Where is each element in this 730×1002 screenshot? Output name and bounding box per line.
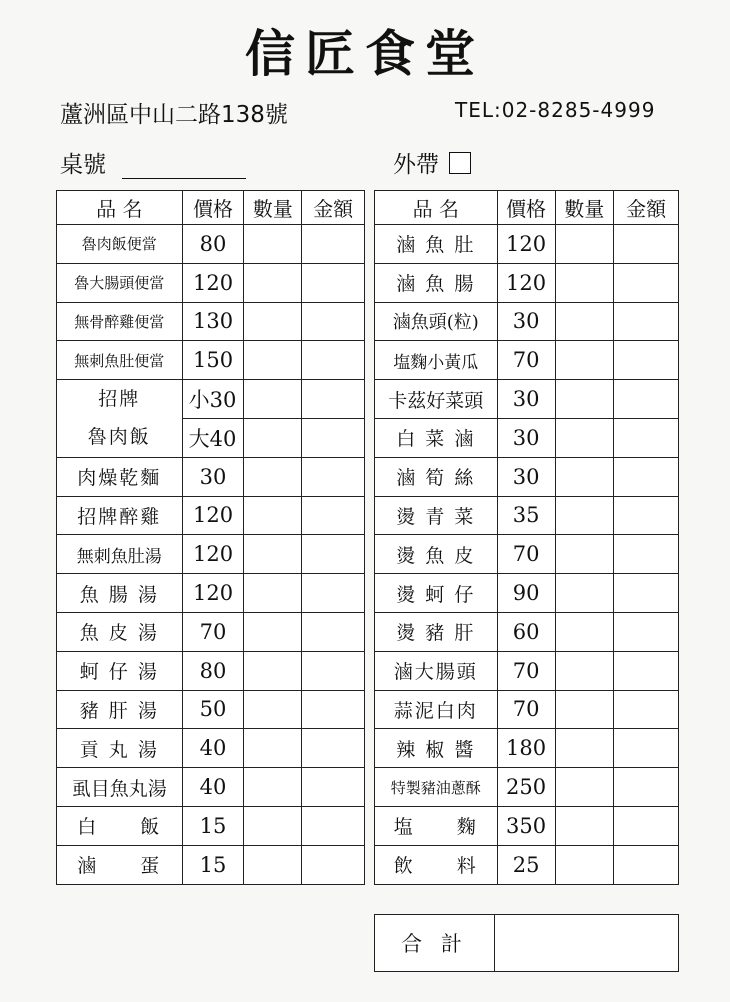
item-price: 180	[497, 729, 555, 768]
menu-table-left	[56, 190, 365, 885]
table-row	[375, 845, 679, 884]
item-name: 蚵 仔 湯	[57, 651, 183, 690]
qty-cell[interactable]	[244, 341, 302, 380]
amount-cell[interactable]	[302, 302, 365, 341]
amount-cell[interactable]	[302, 768, 365, 807]
table-number-label: 桌號	[60, 152, 106, 178]
address: 蘆洲區中山二路138號	[60, 102, 288, 128]
table-row	[375, 535, 679, 574]
signature-line-2: 魯肉飯	[87, 426, 151, 449]
item-price: 25	[497, 845, 555, 884]
qty-cell[interactable]	[555, 806, 614, 845]
table-row	[57, 651, 365, 690]
qty-cell[interactable]	[244, 574, 302, 613]
total-amount-cell[interactable]	[495, 915, 678, 971]
item-name: 飲 料	[375, 845, 498, 884]
item-name-signature	[57, 380, 183, 458]
item-price: 15	[182, 806, 244, 845]
item-name: 魯大腸頭便當	[57, 263, 183, 302]
item-price: 120	[497, 225, 555, 264]
qty-cell[interactable]	[244, 535, 302, 574]
restaurant-title: 信匠食堂	[245, 24, 485, 83]
item-price: 70	[497, 341, 555, 380]
amount-cell[interactable]	[614, 302, 679, 341]
item-price-large: 大40	[182, 418, 244, 457]
item-name: 塩 麴	[375, 806, 498, 845]
table-row	[57, 302, 365, 341]
table-row	[375, 806, 679, 845]
table-row	[57, 263, 365, 302]
item-price: 250	[497, 768, 555, 807]
table-row	[375, 302, 679, 341]
item-price: 30	[182, 457, 244, 496]
item-name: 滷 筍 絲	[375, 457, 498, 496]
item-price: 30	[497, 457, 555, 496]
item-price: 15	[182, 845, 244, 884]
item-name: 無刺魚肚湯	[57, 535, 183, 574]
item-price: 130	[182, 302, 244, 341]
amount-cell[interactable]	[302, 690, 365, 729]
qty-cell[interactable]	[555, 263, 614, 302]
column-header-name: 品 名	[375, 191, 498, 225]
amount-cell[interactable]	[302, 263, 365, 302]
table-row	[375, 496, 679, 535]
qty-cell[interactable]	[244, 263, 302, 302]
item-price: 35	[497, 496, 555, 535]
table-row	[375, 341, 679, 380]
table-row	[57, 574, 365, 613]
amount-cell[interactable]	[302, 806, 365, 845]
qty-cell[interactable]	[244, 457, 302, 496]
takeout-field	[393, 146, 471, 179]
table-row	[57, 612, 365, 651]
item-name: 無刺魚肚便當	[57, 341, 183, 380]
amount-cell[interactable]	[614, 457, 679, 496]
item-price: 30	[497, 418, 555, 457]
qty-cell[interactable]	[555, 768, 614, 807]
item-price: 70	[497, 535, 555, 574]
column-header-price: 價格	[497, 191, 555, 225]
item-name: 塩麴小黃瓜	[375, 341, 498, 380]
amount-cell[interactable]	[614, 612, 679, 651]
qty-cell[interactable]	[244, 768, 302, 807]
table-row	[57, 690, 365, 729]
qty-cell[interactable]	[244, 806, 302, 845]
qty-cell[interactable]	[555, 302, 614, 341]
item-name: 滷魚頭(粒)	[375, 302, 498, 341]
item-price: 80	[182, 225, 244, 264]
amount-cell[interactable]	[302, 845, 365, 884]
qty-cell[interactable]	[555, 535, 614, 574]
table-row	[375, 651, 679, 690]
item-name: 滷 蛋	[57, 845, 183, 884]
item-price: 150	[182, 341, 244, 380]
item-name: 無骨醉雞便當	[57, 302, 183, 341]
table-row	[57, 535, 365, 574]
item-price: 70	[497, 690, 555, 729]
amount-cell[interactable]	[614, 845, 679, 884]
item-price: 120	[182, 263, 244, 302]
item-price: 70	[182, 612, 244, 651]
table-header-row	[57, 191, 365, 225]
item-name: 貢 丸 湯	[57, 729, 183, 768]
item-price: 70	[497, 651, 555, 690]
takeout-label: 外帶	[393, 152, 439, 178]
column-header-price: 價格	[182, 191, 244, 225]
qty-cell[interactable]	[244, 496, 302, 535]
table-row	[375, 418, 679, 457]
table-row	[57, 768, 365, 807]
table-number-blank[interactable]	[122, 153, 246, 179]
item-name: 蒜泥白肉	[375, 690, 498, 729]
item-price: 40	[182, 768, 244, 807]
item-name: 滷大腸頭	[375, 651, 498, 690]
amount-cell[interactable]	[614, 729, 679, 768]
amount-cell[interactable]	[302, 729, 365, 768]
item-price: 50	[182, 690, 244, 729]
table-row	[375, 768, 679, 807]
table-row	[375, 729, 679, 768]
qty-cell[interactable]	[555, 341, 614, 380]
item-name: 豬 肝 湯	[57, 690, 183, 729]
table-row	[57, 806, 365, 845]
qty-cell[interactable]	[555, 651, 614, 690]
amount-cell[interactable]	[614, 418, 679, 457]
table-row	[375, 380, 679, 419]
table-row	[375, 574, 679, 613]
table-row	[57, 225, 365, 264]
amount-cell[interactable]	[614, 225, 679, 264]
total-box	[374, 914, 679, 972]
takeout-checkbox[interactable]	[449, 152, 471, 174]
item-name: 滷 魚 腸	[375, 263, 498, 302]
item-price: 80	[182, 651, 244, 690]
table-row	[375, 263, 679, 302]
qty-cell[interactable]	[555, 612, 614, 651]
item-name: 魚 皮 湯	[57, 612, 183, 651]
item-name: 特製豬油蔥酥	[375, 768, 498, 807]
table-row	[57, 729, 365, 768]
menu-table-right	[374, 190, 679, 885]
item-price: 350	[497, 806, 555, 845]
amount-cell[interactable]	[614, 380, 679, 419]
table-row	[57, 457, 365, 496]
item-price: 120	[497, 263, 555, 302]
table-row	[57, 496, 365, 535]
column-header-amount: 金額	[302, 191, 365, 225]
table-row	[57, 845, 365, 884]
amount-cell[interactable]	[302, 380, 365, 419]
item-price: 120	[182, 574, 244, 613]
qty-cell[interactable]	[555, 845, 614, 884]
amount-cell[interactable]	[614, 806, 679, 845]
qty-cell[interactable]	[244, 302, 302, 341]
amount-cell[interactable]	[614, 496, 679, 535]
qty-cell[interactable]	[244, 651, 302, 690]
item-name: 燙 魚 皮	[375, 535, 498, 574]
column-header-name: 品 名	[57, 191, 183, 225]
item-name: 燙 豬 肝	[375, 612, 498, 651]
item-price: 120	[182, 535, 244, 574]
amount-cell[interactable]	[614, 690, 679, 729]
amount-cell[interactable]	[614, 341, 679, 380]
column-header-qty: 數量	[244, 191, 302, 225]
item-price-small: 小30	[182, 380, 244, 419]
qty-cell[interactable]	[244, 380, 302, 419]
item-name: 燙 青 菜	[375, 496, 498, 535]
qty-cell[interactable]	[244, 845, 302, 884]
item-name: 肉燥乾麵	[57, 457, 183, 496]
table-header-row	[375, 191, 679, 225]
amount-cell[interactable]	[302, 574, 365, 613]
amount-cell[interactable]	[302, 457, 365, 496]
qty-cell[interactable]	[244, 729, 302, 768]
qty-cell[interactable]	[244, 225, 302, 264]
amount-cell[interactable]	[302, 612, 365, 651]
amount-cell[interactable]	[302, 341, 365, 380]
table-number-field	[60, 146, 246, 179]
item-price: 30	[497, 302, 555, 341]
qty-cell[interactable]	[555, 496, 614, 535]
column-header-amount: 金額	[614, 191, 679, 225]
item-name: 卡茲好菜頭	[375, 380, 498, 419]
table-row	[57, 380, 365, 419]
qty-cell[interactable]	[555, 729, 614, 768]
item-name: 白 飯	[57, 806, 183, 845]
item-name: 辣 椒 醬	[375, 729, 498, 768]
amount-cell[interactable]	[302, 225, 365, 264]
qty-cell[interactable]	[555, 574, 614, 613]
item-price: 60	[497, 612, 555, 651]
amount-cell[interactable]	[302, 651, 365, 690]
amount-cell[interactable]	[614, 535, 679, 574]
item-price: 40	[182, 729, 244, 768]
table-row	[57, 341, 365, 380]
qty-cell[interactable]	[244, 690, 302, 729]
item-name: 滷 魚 肚	[375, 225, 498, 264]
table-row	[375, 612, 679, 651]
item-name: 招牌醉雞	[57, 496, 183, 535]
item-name: 魯肉飯便當	[57, 225, 183, 264]
signature-line-1: 招牌	[98, 388, 141, 411]
phone-number: TEL:02-8285-4999	[455, 98, 656, 122]
item-name: 虱目魚丸湯	[57, 768, 183, 807]
column-header-qty: 數量	[555, 191, 614, 225]
qty-cell[interactable]	[555, 225, 614, 264]
item-name: 燙 蚵 仔	[375, 574, 498, 613]
item-price: 30	[497, 380, 555, 419]
amount-cell[interactable]	[302, 496, 365, 535]
item-name: 魚 腸 湯	[57, 574, 183, 613]
qty-cell[interactable]	[555, 380, 614, 419]
item-price: 90	[497, 574, 555, 613]
item-price: 120	[182, 496, 244, 535]
qty-cell[interactable]	[555, 457, 614, 496]
item-name: 白 菜 滷	[375, 418, 498, 457]
amount-cell[interactable]	[614, 574, 679, 613]
qty-cell[interactable]	[244, 612, 302, 651]
qty-cell[interactable]	[555, 418, 614, 457]
amount-cell[interactable]	[302, 535, 365, 574]
qty-cell[interactable]	[555, 690, 614, 729]
amount-cell[interactable]	[302, 418, 365, 457]
total-label: 合 計	[375, 915, 495, 971]
table-row	[375, 457, 679, 496]
table-row	[375, 225, 679, 264]
amount-cell[interactable]	[614, 651, 679, 690]
table-row	[375, 690, 679, 729]
qty-cell[interactable]	[244, 418, 302, 457]
amount-cell[interactable]	[614, 263, 679, 302]
amount-cell[interactable]	[614, 768, 679, 807]
